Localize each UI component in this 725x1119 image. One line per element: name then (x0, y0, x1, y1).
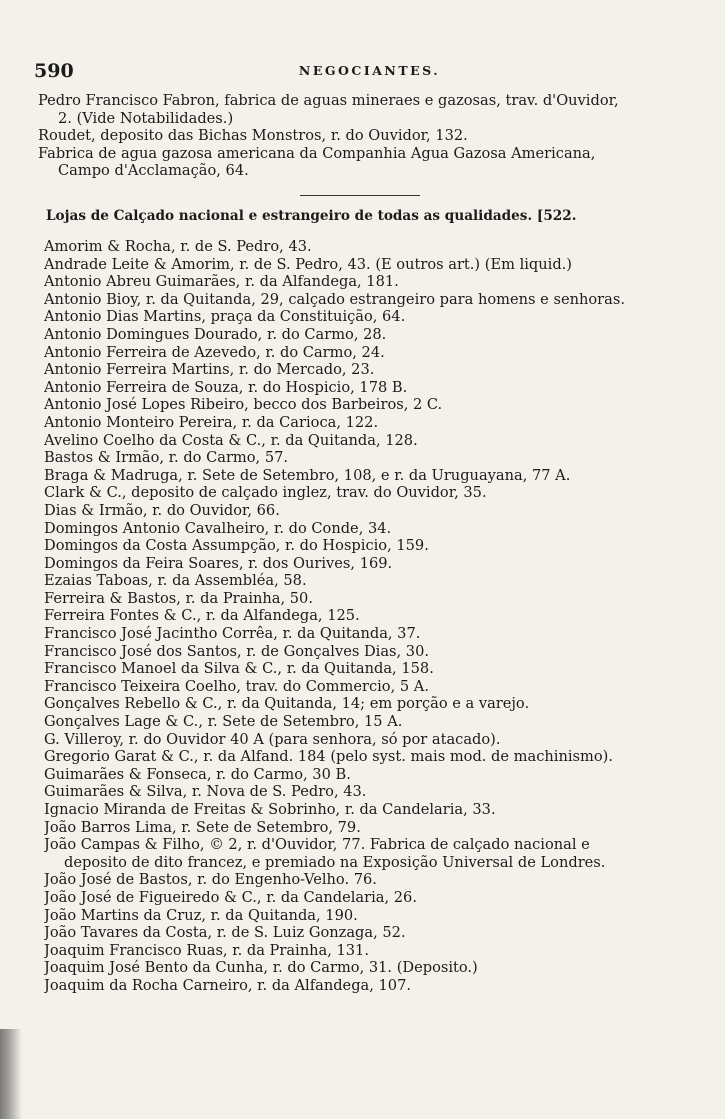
page-edge-stain (0, 1029, 22, 1119)
intro-line: Campo d'Acclamação, 64. (58, 162, 249, 179)
list-item: Antonio Ferreira Martins, r. do Mercado, 23. (44, 361, 375, 379)
list-item: Antonio Ferreira de Souza, r. do Hospicio, 178 B. (44, 378, 408, 396)
intro-line: Roudet, deposito das Bichas Monstros, r. do Ouvidor, 132. (38, 127, 468, 144)
list-item: João Martins da Cruz, r. da Quitanda, 190. (44, 906, 358, 924)
list-item: Joaquim da Rocha Carneiro, r. da Alfandega, 107. (44, 976, 412, 994)
list-item: Avelino Coelho da Costa & C., r. da Quitanda, 128. (44, 431, 418, 449)
list-item: Clark & C., deposito de calçado inglez, trav. do Ouvidor, 35. (44, 484, 487, 502)
list-item: Domingos Antonio Cavalheiro, r. do Conde, 34. (44, 519, 392, 537)
list-item: João Campas & Filho, © 2, r. d'Ouvidor, 77. Fabrica de calçado nacional e (44, 836, 590, 854)
list-item: Domingos da Feira Soares, r. dos Ourives, 169. (44, 554, 393, 572)
list-item-continuation: deposito de dito francez, e premiado na Exposição Universal de Londres. (64, 853, 606, 871)
list-item: Antonio Bioy, r. da Quitanda, 29, calçado estrangeiro para homens e senhoras. (44, 290, 625, 308)
list-item: Ezaias Taboas, r. da Assembléa, 58. (44, 572, 307, 590)
list-item: Bastos & Irmão, r. do Carmo, 57. (44, 449, 289, 467)
list-item: Ignacio Miranda de Freitas & Sobrinho, r. da Candelaria, 33. (44, 801, 496, 818)
page-header (34, 60, 705, 84)
list-item: Francisco José dos Santos, r. de Gonçalves Dias, 30. (44, 642, 430, 660)
list-item: Dias & Irmão, r. do Ouvidor, 66. (44, 501, 280, 519)
intro-line: 2. (Vide Notabilidades.) (58, 109, 234, 127)
list-item: Joaquim José Bento da Cunha, r. do Carmo, 31. (Deposito.) (44, 959, 478, 977)
list-item: Antonio Abreu Guimarães, r. da Alfandega, 181. (44, 273, 399, 291)
running-title: NEGOCIANTES. (298, 63, 441, 78)
list-item: Domingos da Costa Assumpção, r. do Hospicio, 159. (44, 537, 429, 555)
list-item: Francisco Teixeira Coelho, trav. do Commercio, 5 A. (44, 677, 429, 695)
list-item: G. Villeroy, r. do Ouvidor 40 A (para senhora, só por atacado). (44, 730, 501, 748)
list-item: Gregorio Garat & C., r. da Alfand. 184 (pelo syst. mais mod. de machinismo). (44, 748, 613, 766)
list-item: Andrade Leite & Amorim, r. de S. Pedro, 43. (E outros art.) (Em liquid.) (44, 255, 572, 273)
list-item: Antonio José Lopes Ribeiro, becco dos Barbeiros, 2 C. (44, 396, 443, 414)
list-item: Antonio Dias Martins, praça da Constituição, 64. (44, 308, 406, 326)
list-item: Guimarães & Silva, r. Nova de S. Pedro, 43. (44, 783, 367, 801)
entry-list (44, 238, 704, 995)
list-item: Francisco Manoel da Silva & C., r. da Quitanda, 158. (44, 660, 434, 678)
page-number: 590 (34, 60, 74, 82)
list-item: Braga & Madruga, r. Sete de Setembro, 108, e r. da Uruguayana, 77 A. (44, 466, 571, 484)
list-item: João José de Bastos, r. do Engenho-Velho. 76. (44, 871, 377, 889)
list-item: Ferreira & Bastos, r. da Prainha, 50. (44, 589, 313, 607)
section-divider (300, 195, 420, 196)
list-item: Guimarães & Fonseca, r. do Carmo, 30 B. (44, 765, 351, 783)
list-item: Gonçalves Rebello & C., r. da Quitanda, 14; em porção e a varejo. (44, 695, 530, 713)
list-item: Francisco José Jacintho Corrêa, r. da Quitanda, 37. (44, 625, 421, 643)
intro-line: Pedro Francisco Fabron, fabrica de aguas mineraes e gazosas, trav. d'Ouvidor, (38, 92, 619, 109)
list-item: Antonio Domingues Dourado, r. do Carmo, 28. (44, 325, 387, 343)
intro-block (38, 92, 698, 180)
list-item: Gonçalves Lage & C., r. Sete de Setembro, 15 A. (44, 713, 403, 731)
intro-line: Fabrica de agua gazosa americana da Companhia Agua Gazosa Americana, (38, 144, 596, 162)
list-item: João Barros Lima, r. Sete de Setembro, 79. (44, 818, 361, 836)
list-item: João José de Figueiredo & C., r. da Candelaria, 26. (44, 888, 417, 906)
section-heading: Lojas de Calçado nacional e estrangeiro de todas as qualidades. [522. (46, 208, 577, 224)
list-item: Amorim & Rocha, r. de S. Pedro, 43. (44, 238, 312, 255)
list-item: Joaquim Francisco Ruas, r. da Prainha, 131. (44, 941, 369, 959)
list-item: João Tavares da Costa, r. de S. Luiz Gonzaga, 52. (44, 924, 406, 942)
list-item: Antonio Ferreira de Azevedo, r. do Carmo, 24. (44, 343, 385, 361)
list-item: Ferreira Fontes & C., r. da Alfandega, 125. (44, 607, 360, 625)
list-item: Antonio Monteiro Pereira, r. da Carioca, 122. (44, 413, 379, 431)
